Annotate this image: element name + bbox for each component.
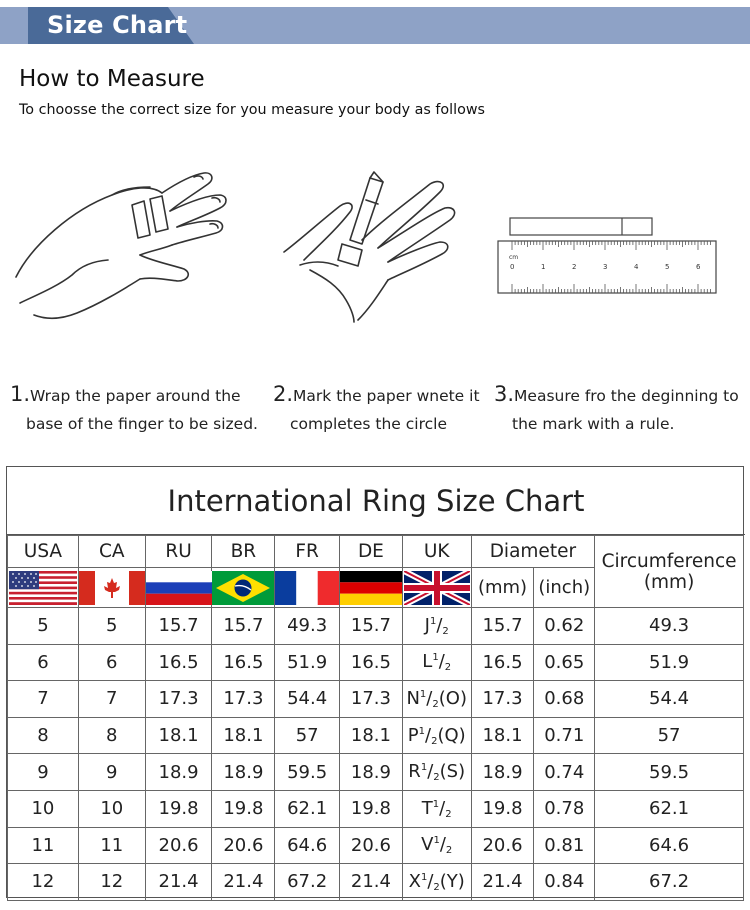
col-mm: (mm) <box>471 568 534 608</box>
cell-de: 17.3 <box>340 681 403 718</box>
cell-mm: 18.9 <box>471 754 534 791</box>
uk-flag-cell <box>402 568 471 608</box>
cell-fr: 59.5 <box>275 754 340 791</box>
cell-fr: 49.3 <box>275 608 340 645</box>
br-flag-cell <box>212 568 275 608</box>
fraction-numerator: 1 <box>433 835 440 847</box>
cell-fr: 64.6 <box>275 827 340 864</box>
ruler-number: 5 <box>665 263 670 271</box>
cell-inch: 0.84 <box>534 864 595 901</box>
step-3-number: 3. <box>494 382 515 406</box>
cell-uk <box>402 717 471 754</box>
cell-mm: 18.1 <box>471 717 534 754</box>
uk-size-letter: P <box>407 724 419 746</box>
cell-ru: 18.1 <box>145 717 212 754</box>
cell-uk <box>402 681 471 718</box>
step-2-line-1: Mark the paper wnete it <box>293 387 480 405</box>
fraction-numerator: 1 <box>418 725 425 737</box>
fraction-slash: / <box>427 761 434 783</box>
ruler-number: 3 <box>603 263 608 271</box>
cell-uk <box>402 790 471 827</box>
cell-de: 19.8 <box>340 790 403 827</box>
fraction-numerator: 1 <box>419 688 427 700</box>
cell-usa: 7 <box>8 681 79 718</box>
table-title: International Ring Size Chart <box>7 467 745 535</box>
table-row <box>8 827 744 864</box>
cell-circ: 57 <box>595 717 744 754</box>
uk-size-letter: T <box>421 797 433 819</box>
hand-wrap-illustration <box>12 165 237 325</box>
fraction-slash: / <box>427 870 434 892</box>
cell-mm: 21.4 <box>471 864 534 901</box>
cell-ca: 5 <box>78 608 145 645</box>
cell-ru: 19.8 <box>145 790 212 827</box>
cell-ru: 17.3 <box>145 681 212 718</box>
cell-usa: 5 <box>8 608 79 645</box>
ruler-number: 0 <box>510 263 515 271</box>
uk-flag-icon <box>404 571 470 605</box>
uk-size-letter: J <box>424 614 430 636</box>
step-2 <box>273 380 480 438</box>
table-row <box>8 717 744 754</box>
col-fr: FR <box>275 536 340 568</box>
fraction-slash: / <box>426 687 433 709</box>
ru-flag-icon <box>146 571 212 605</box>
cell-de: 18.9 <box>340 754 403 791</box>
cell-mm: 16.5 <box>471 644 534 681</box>
cell-fr: 57 <box>275 717 340 754</box>
ca-flag-cell <box>78 568 145 608</box>
cell-uk <box>402 644 471 681</box>
cell-fr: 51.9 <box>275 644 340 681</box>
uk-size-letter: V <box>421 834 434 856</box>
fraction-slash: / <box>424 724 432 746</box>
ring-size-table <box>6 466 744 898</box>
cell-ca: 12 <box>78 864 145 901</box>
cell-circ: 51.9 <box>595 644 744 681</box>
br-flag-icon <box>212 571 274 605</box>
ruler-number: 4 <box>634 263 639 271</box>
fraction-denominator: 2 <box>433 772 440 784</box>
cell-ru: 20.6 <box>145 827 212 864</box>
cell-inch: 0.81 <box>534 827 595 864</box>
cell-ru: 15.7 <box>145 608 212 645</box>
col-br: BR <box>212 536 275 568</box>
fraction-numerator: 1 <box>420 871 428 883</box>
cell-de: 15.7 <box>340 608 403 645</box>
fraction-denominator: 2 <box>442 625 449 637</box>
cell-inch: 0.78 <box>534 790 595 827</box>
cell-ru: 21.4 <box>145 864 212 901</box>
fraction-numerator: 1 <box>432 798 440 810</box>
ruler-number: 6 <box>696 263 701 271</box>
fraction-denominator: 2 <box>445 845 453 857</box>
cell-ca: 11 <box>78 827 145 864</box>
cell-usa: 9 <box>8 754 79 791</box>
cell-uk <box>402 864 471 901</box>
de-flag-cell <box>340 568 403 608</box>
table-row <box>8 864 744 901</box>
de-flag-icon <box>340 571 402 605</box>
step-3-line-1: Measure fro the deginning to <box>514 387 739 405</box>
cell-fr: 54.4 <box>275 681 340 718</box>
ca-flag-icon <box>79 571 145 605</box>
step-1-line-2: base of the finger to be sized. <box>26 415 258 433</box>
step-1-number: 1. <box>10 382 31 406</box>
cell-circ: 49.3 <box>595 608 744 645</box>
page-title: Size Chart <box>47 11 188 39</box>
cell-ca: 10 <box>78 790 145 827</box>
cell-inch: 0.65 <box>534 644 595 681</box>
size-table-grid <box>7 535 744 901</box>
fr-flag-icon <box>275 571 339 605</box>
col-circumference <box>595 536 744 608</box>
cell-inch: 0.74 <box>534 754 595 791</box>
cell-uk <box>402 608 471 645</box>
cell-ca: 7 <box>78 681 145 718</box>
fr-flag-cell <box>275 568 340 608</box>
cell-fr: 67.2 <box>275 864 340 901</box>
fraction-slash: / <box>439 834 446 856</box>
col-inch: (inch) <box>534 568 595 608</box>
cell-circ: 62.1 <box>595 790 744 827</box>
cell-ru: 18.9 <box>145 754 212 791</box>
cell-ca: 8 <box>78 717 145 754</box>
cell-ru: 16.5 <box>145 644 212 681</box>
cell-br: 18.9 <box>212 754 275 791</box>
cell-de: 21.4 <box>340 864 403 901</box>
cell-inch: 0.68 <box>534 681 595 718</box>
cell-br: 21.4 <box>212 864 275 901</box>
fraction-slash: / <box>439 797 446 819</box>
cell-usa: 10 <box>8 790 79 827</box>
section-title: How to Measure <box>19 66 205 92</box>
step-3 <box>494 380 739 438</box>
cell-usa: 12 <box>8 864 79 901</box>
col-diameter: Diameter <box>471 536 595 568</box>
cell-circ: 54.4 <box>595 681 744 718</box>
step-2-number: 2. <box>273 382 294 406</box>
cell-de: 20.6 <box>340 827 403 864</box>
cell-usa: 6 <box>8 644 79 681</box>
step-1 <box>10 380 258 438</box>
ruler-number: 1 <box>541 263 546 271</box>
ruler-unit-label: cm <box>509 254 519 261</box>
table-row <box>8 754 744 791</box>
fraction-denominator: 2 <box>432 698 439 710</box>
cell-circ: 59.5 <box>595 754 744 791</box>
cell-mm: 15.7 <box>471 608 534 645</box>
col-ca: CA <box>78 536 145 568</box>
uk-size-suffix: (Q) <box>437 724 466 746</box>
col-de: DE <box>340 536 403 568</box>
cell-usa: 8 <box>8 717 79 754</box>
cell-uk <box>402 827 471 864</box>
uk-size-letter: X <box>408 870 421 892</box>
fraction-denominator: 2 <box>444 662 452 674</box>
cell-mm: 19.8 <box>471 790 534 827</box>
cell-ca: 6 <box>78 644 145 681</box>
cell-br: 16.5 <box>212 644 275 681</box>
step-3-line-2: the mark with a rule. <box>512 415 675 433</box>
col-uk: UK <box>402 536 471 568</box>
us-flag-icon <box>9 571 77 605</box>
cell-circ: 67.2 <box>595 864 744 901</box>
table-row <box>8 681 744 718</box>
step-1-line-1: Wrap the paper around the <box>30 387 241 405</box>
cell-de: 18.1 <box>340 717 403 754</box>
uk-size-letter: L <box>422 651 433 673</box>
cell-inch: 0.62 <box>534 608 595 645</box>
circumference-label: Circumference <box>601 550 737 572</box>
fraction-numerator: 1 <box>420 762 428 774</box>
uk-size-letter: N <box>406 687 420 709</box>
cell-de: 16.5 <box>340 644 403 681</box>
fraction-slash: / <box>438 651 445 673</box>
table-row <box>8 608 744 645</box>
cell-br: 19.8 <box>212 790 275 827</box>
fraction-denominator: 2 <box>445 808 452 820</box>
cell-fr: 62.1 <box>275 790 340 827</box>
cell-mm: 20.6 <box>471 827 534 864</box>
fraction-slash: / <box>436 614 443 636</box>
section-subtitle: To choosse the correct size for you measure your body as follows <box>19 102 486 118</box>
uk-size-suffix: (Y) <box>439 870 465 892</box>
uk-size-letter: R <box>408 761 421 783</box>
cell-usa: 11 <box>8 827 79 864</box>
table-row <box>8 644 744 681</box>
hand-mark-illustration <box>270 170 470 325</box>
cell-br: 20.6 <box>212 827 275 864</box>
cell-br: 18.1 <box>212 717 275 754</box>
uk-size-suffix: (S) <box>439 761 466 783</box>
us-flag-cell <box>8 568 79 608</box>
uk-size-suffix: (O) <box>438 687 467 709</box>
table-row <box>8 790 744 827</box>
ru-flag-cell <box>145 568 212 608</box>
cell-uk <box>402 754 471 791</box>
step-2-line-2: completes the circle <box>290 415 447 433</box>
cell-mm: 17.3 <box>471 681 534 718</box>
fraction-denominator: 2 <box>431 735 438 747</box>
cell-circ: 64.6 <box>595 827 744 864</box>
ruler-illustration <box>496 214 721 299</box>
ruler-number: 2 <box>572 263 577 271</box>
cell-inch: 0.71 <box>534 717 595 754</box>
col-ru: RU <box>145 536 212 568</box>
fraction-numerator: 1 <box>429 615 437 627</box>
cell-ca: 9 <box>78 754 145 791</box>
fraction-numerator: 1 <box>432 652 439 664</box>
col-usa: USA <box>8 536 79 568</box>
cell-br: 15.7 <box>212 608 275 645</box>
cell-br: 17.3 <box>212 681 275 718</box>
circumference-unit: (mm) <box>643 571 695 593</box>
fraction-denominator: 2 <box>433 881 440 893</box>
